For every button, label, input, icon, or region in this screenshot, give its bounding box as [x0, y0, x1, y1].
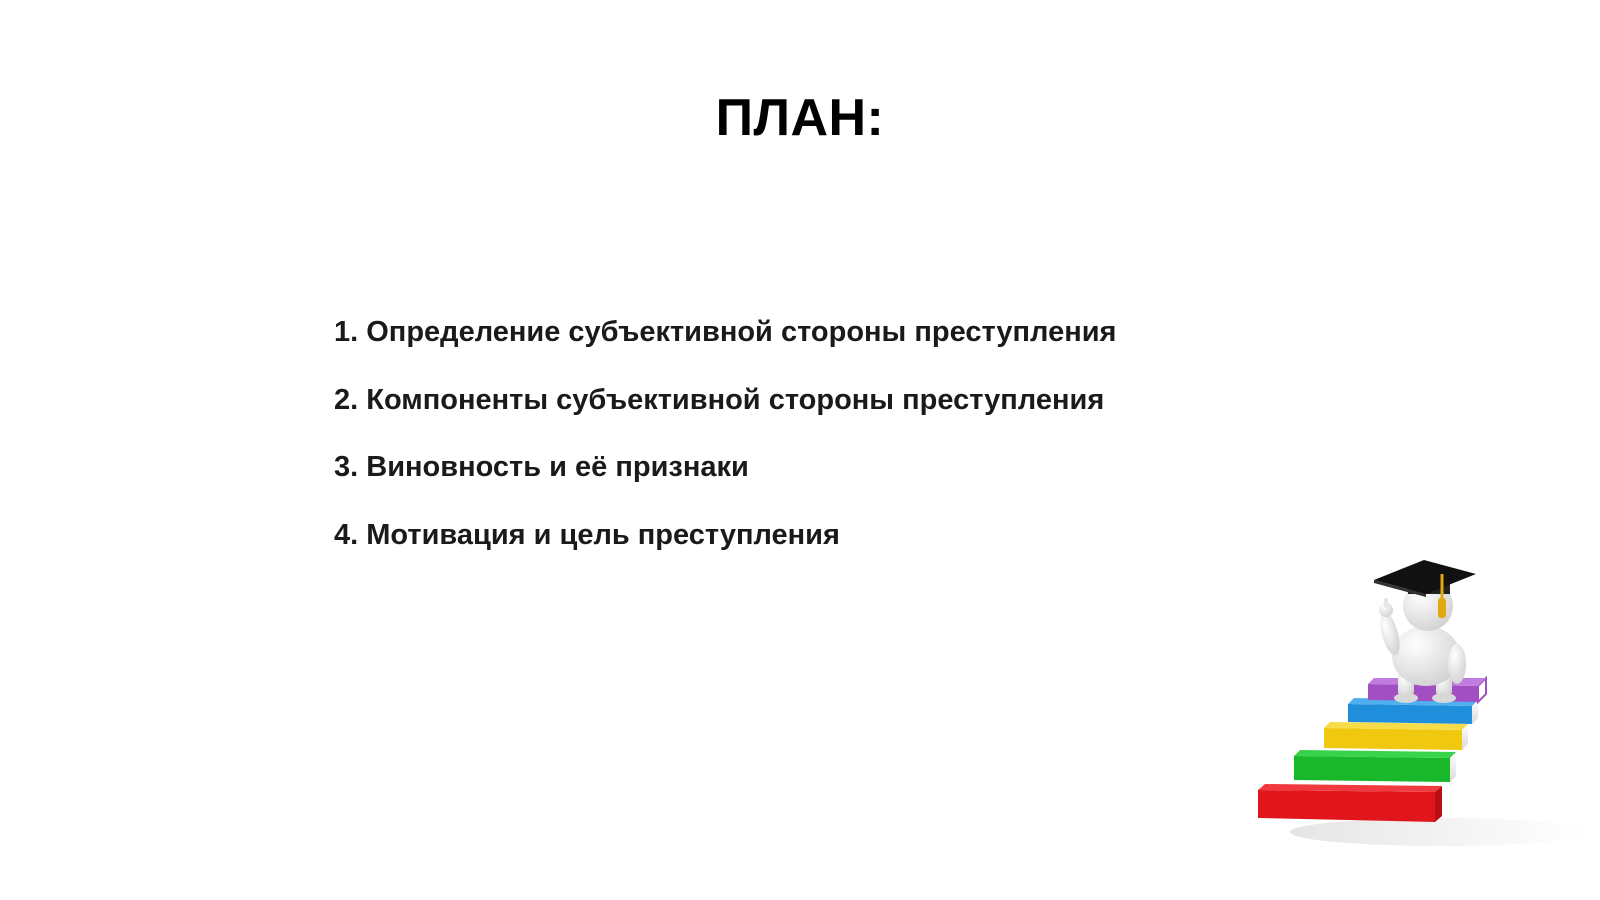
plan-item-number: 1.: [334, 316, 359, 348]
plan-item-number: 2.: [334, 383, 359, 416]
plan-item-2: [334, 382, 1116, 418]
plan-item-text: Компоненты субъективной стороны преступления: [366, 383, 1105, 416]
plan-item-text: Мотивация и цель преступления: [366, 518, 840, 551]
plan-item-1: [334, 314, 1116, 350]
plan-item-4: [334, 517, 1116, 553]
book-green: [1294, 750, 1456, 782]
plan-item-text: Виновность и её признаки: [366, 451, 749, 483]
plan-item-text: Определение субъективной стороны преступления: [366, 316, 1117, 348]
plan-item-number: 4.: [334, 518, 359, 551]
slide-title: ПЛАН:: [715, 89, 885, 147]
plan-list: [334, 314, 1116, 584]
graduate-on-books-icon: [1250, 560, 1600, 860]
book-yellow: [1324, 722, 1468, 750]
plan-item-number: 3.: [334, 451, 359, 483]
shadow: [1290, 818, 1590, 846]
book-red: [1258, 784, 1442, 822]
plan-item-3: [334, 449, 1116, 485]
